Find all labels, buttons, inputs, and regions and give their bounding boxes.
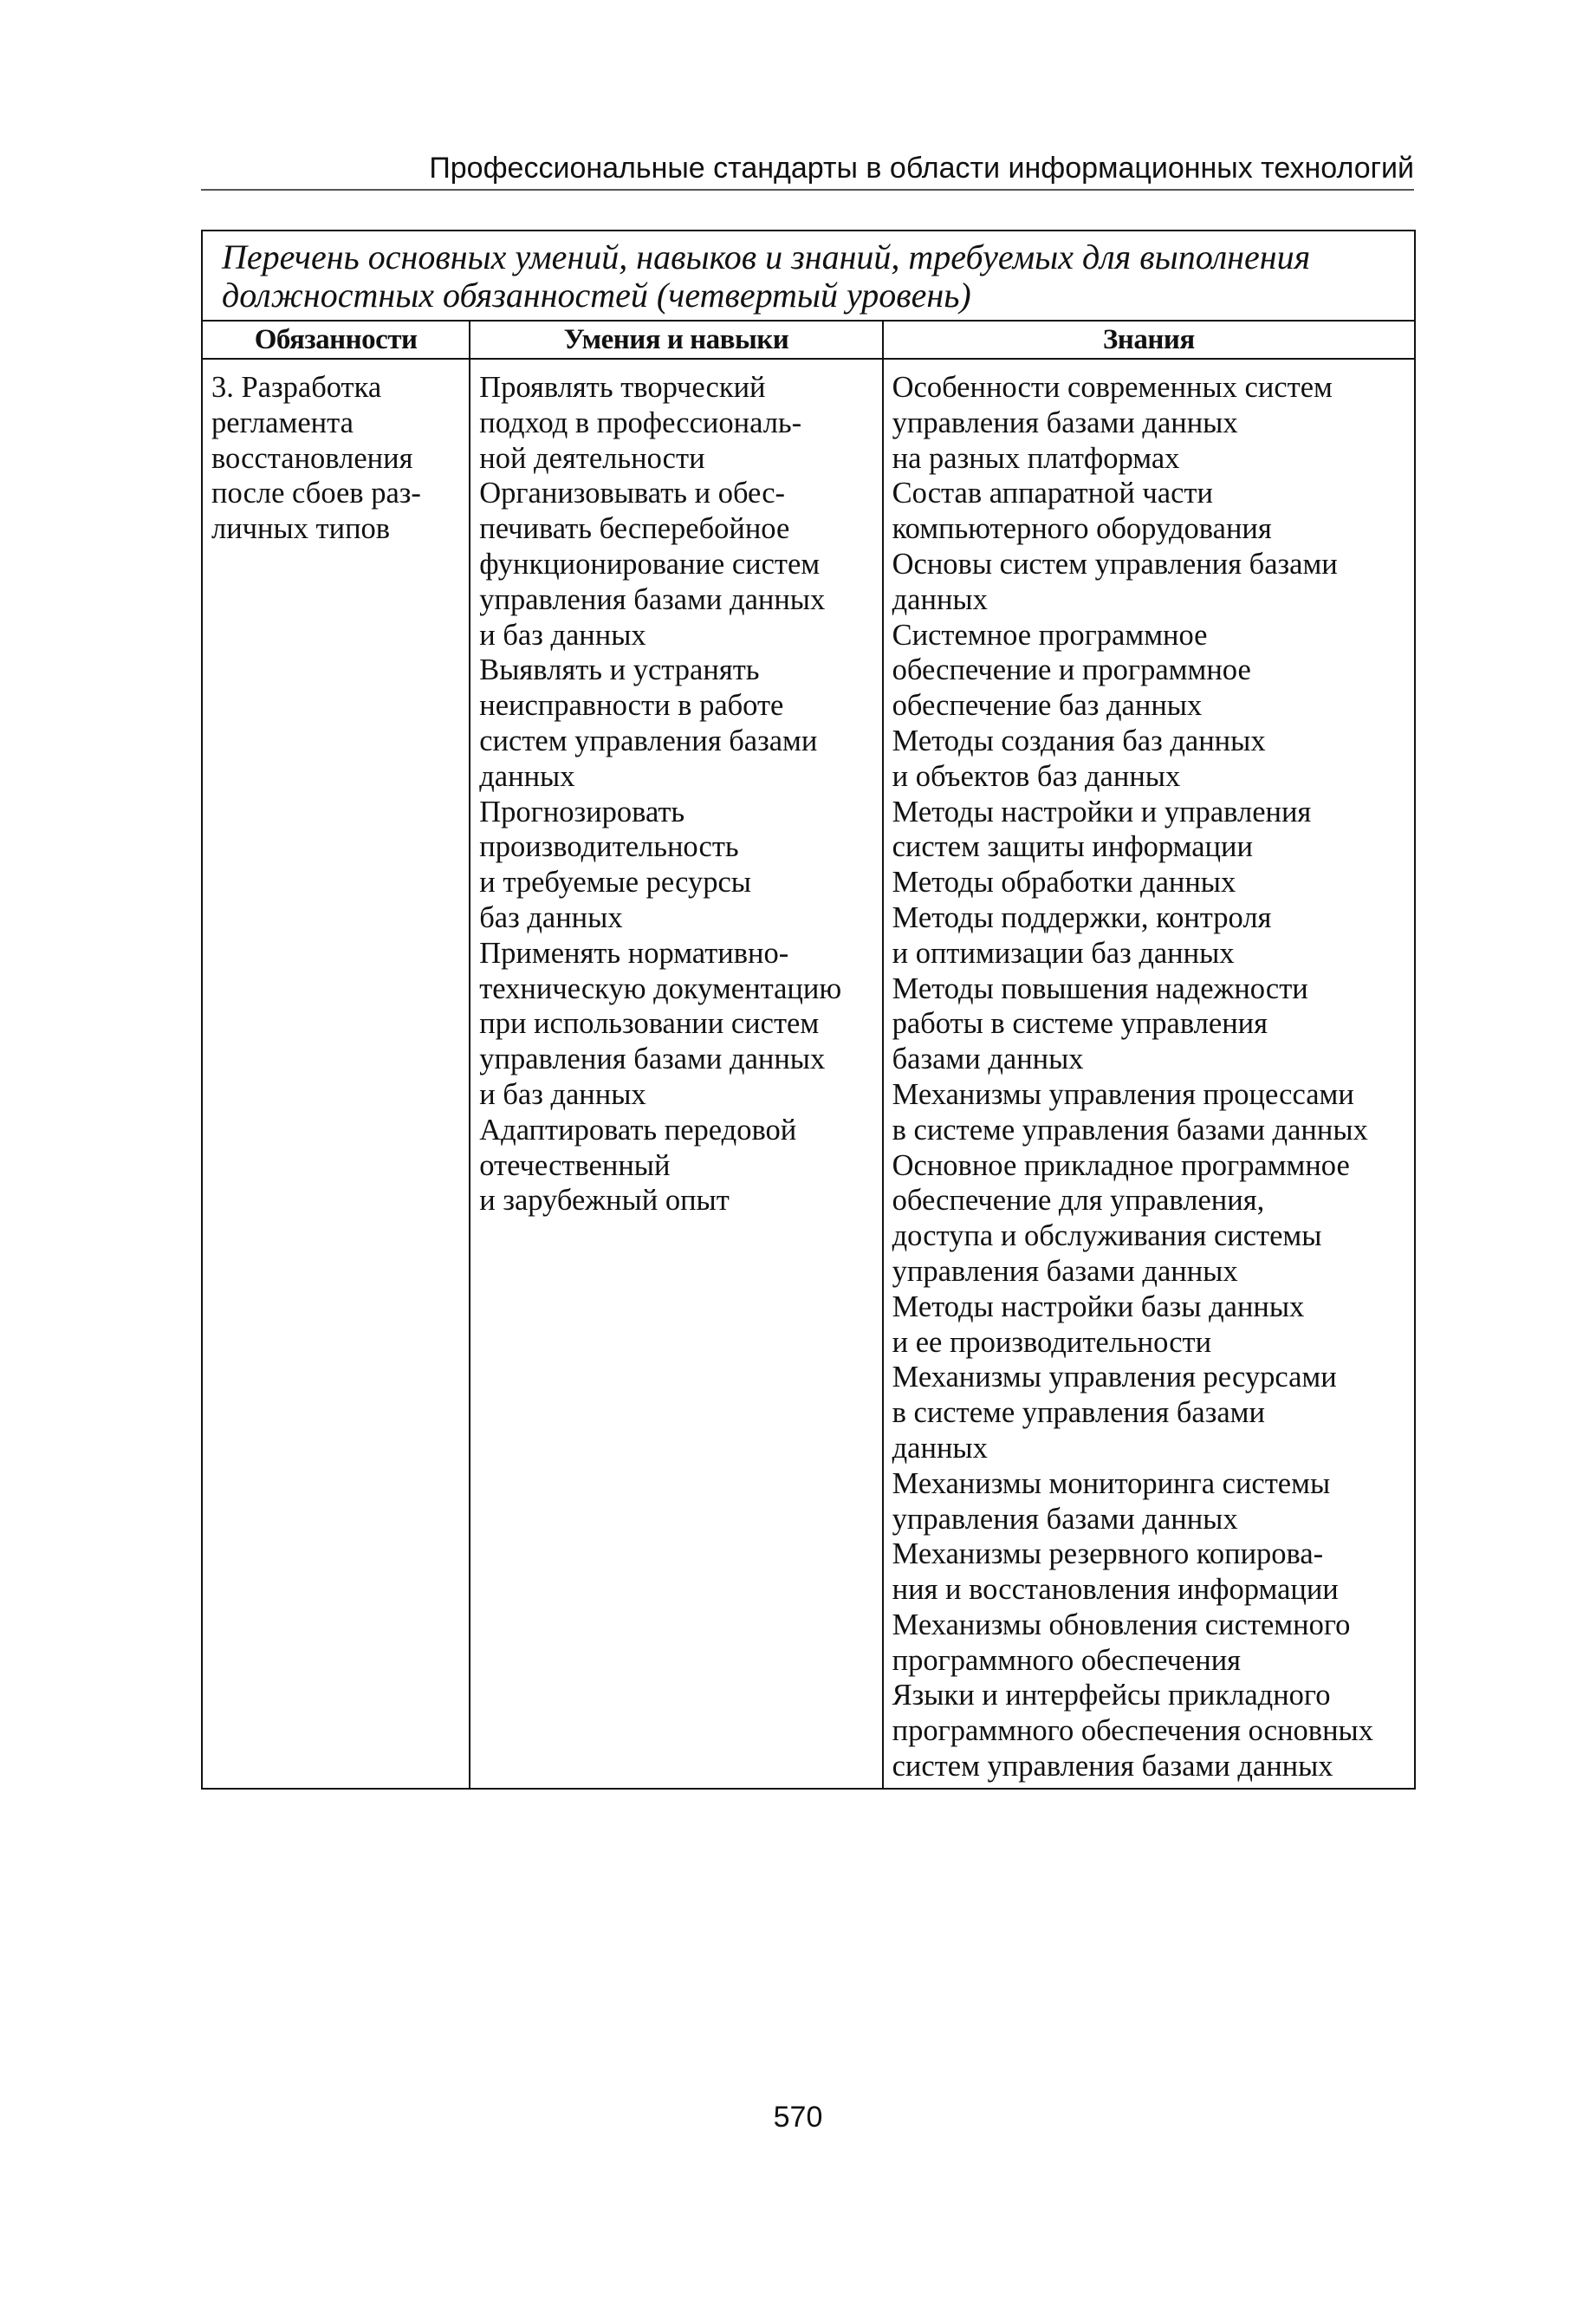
skill-line: отечественный: [479, 1148, 671, 1182]
knowledge-line: и объектов баз данных: [892, 759, 1181, 793]
knowledge-line: на разных платформах: [892, 441, 1180, 475]
skill-line: техническую документацию: [479, 971, 842, 1005]
skill-line: и зарубежный опыт: [479, 1184, 730, 1218]
knowledge-line: Механизмы управления процессами: [892, 1077, 1354, 1111]
knowledge-line: Механизмы обновления системного: [892, 1608, 1351, 1641]
knowledge-line: систем управления базами данных: [892, 1750, 1333, 1783]
competency-table: [201, 230, 1416, 1790]
skill-line: Применять нормативно-: [479, 936, 789, 970]
knowledge-line: управления базами данных: [892, 406, 1238, 439]
skill-line: систем управления базами: [479, 724, 818, 757]
skill-line: данных: [479, 759, 575, 793]
caption-line: должностных обязанностей (четвертый уровень): [222, 276, 971, 315]
knowledge-line: компьютерного оборудования: [892, 512, 1272, 546]
skill-line: производительность: [479, 830, 739, 864]
knowledge-line: и ее производительности: [892, 1325, 1212, 1359]
knowledge-line: Механизмы управления ресурсами: [892, 1361, 1337, 1394]
skill-line: Адаптировать передовой: [479, 1113, 797, 1147]
knowledge-line: в системе управления базами: [892, 1396, 1265, 1430]
knowledge-line: Методы обработки данных: [892, 866, 1236, 900]
duties-cell: [202, 359, 470, 1789]
knowledge-line: работы в системе управления: [892, 1007, 1268, 1041]
skill-line: функционирование систем: [479, 547, 821, 581]
skill-line: подход в профессиональ-: [479, 406, 802, 439]
skill-line: управления базами данных: [479, 1043, 826, 1076]
knowledge-line: Методы настройки базы данных: [892, 1290, 1305, 1323]
skill-line: и баз данных: [479, 618, 646, 652]
column-header-skills: Умения и навыки: [470, 321, 882, 359]
knowledge-line: доступа и обслуживания системы: [892, 1219, 1322, 1253]
knowledge-line: базами данных: [892, 1043, 1084, 1076]
knowledge-line: Механизмы резервного копирова-: [892, 1537, 1324, 1571]
caption-line: Перечень основных умений, навыков и знаний, требуемых для выполнения: [222, 237, 1311, 276]
knowledge-line: Системное программное: [892, 618, 1208, 652]
column-header-knowledge: Знания: [883, 321, 1415, 359]
knowledge-line: Методы поддержки, контроля: [892, 900, 1272, 934]
knowledge-line: Методы создания баз данных: [892, 724, 1266, 757]
skill-line: управления базами данных: [479, 582, 826, 616]
duty-line: личных типов: [211, 512, 391, 546]
knowledge-line: Механизмы мониторинга системы: [892, 1466, 1331, 1500]
knowledge-line: Методы повышения надежности: [892, 971, 1308, 1005]
knowledge-line: данных: [892, 582, 988, 616]
knowledge-cell: [883, 359, 1415, 1789]
skill-line: Выявлять и устранять: [479, 653, 760, 687]
knowledge-line: программного обеспечения основных: [892, 1714, 1373, 1748]
knowledge-line: Языки и интерфейсы прикладного: [892, 1679, 1331, 1712]
skill-line: и требуемые ресурсы: [479, 866, 751, 900]
skill-line: баз данных: [479, 900, 623, 934]
skill-line: и баз данных: [479, 1077, 646, 1111]
table-row: [202, 359, 1415, 1789]
knowledge-line: обеспечение и программное: [892, 653, 1251, 687]
duty-line: восстановления: [211, 441, 413, 475]
knowledge-line: Особенности современных систем: [892, 371, 1333, 404]
knowledge-line: обеспечение баз данных: [892, 689, 1203, 723]
knowledge-line: в системе управления базами данных: [892, 1113, 1368, 1147]
column-header-duties: Обязанности: [202, 321, 470, 359]
skill-line: Проявлять творческий: [479, 371, 766, 404]
knowledge-line: обеспечение для управления,: [892, 1184, 1265, 1218]
running-header: Профессиональные стандарты в области информационных технологий: [201, 147, 1414, 191]
table-header-row: [202, 321, 1415, 359]
knowledge-line: Основы систем управления базами: [892, 547, 1338, 581]
duty-line: регламента: [211, 406, 354, 439]
skill-line: Организовывать и обес-: [479, 477, 786, 510]
skills-cell: [470, 359, 882, 1789]
knowledge-line: систем защиты информации: [892, 830, 1253, 864]
knowledge-line: программного обеспечения: [892, 1643, 1242, 1677]
knowledge-line: Основное прикладное программное: [892, 1148, 1350, 1182]
table-caption: [202, 231, 1415, 321]
knowledge-line: управления базами данных: [892, 1502, 1238, 1536]
knowledge-line: данных: [892, 1431, 988, 1465]
skill-line: при использовании систем: [479, 1007, 820, 1041]
knowledge-line: ния и восстановления информации: [892, 1573, 1339, 1607]
skill-line: ной деятельности: [479, 441, 705, 475]
duty-line: после сбоев раз-: [211, 477, 421, 510]
skill-line: неисправности в работе: [479, 689, 784, 723]
knowledge-line: Состав аппаратной части: [892, 477, 1213, 510]
duty-line: 3. Разработка: [211, 371, 382, 404]
knowledge-line: и оптимизации баз данных: [892, 936, 1235, 970]
knowledge-line: управления базами данных: [892, 1254, 1238, 1288]
page-number: 570: [773, 2101, 823, 2134]
knowledge-line: Методы настройки и управления: [892, 795, 1312, 828]
skill-line: печивать бесперебойное: [479, 512, 790, 546]
table-caption-row: [202, 231, 1415, 321]
skill-line: Прогнозировать: [479, 795, 685, 828]
